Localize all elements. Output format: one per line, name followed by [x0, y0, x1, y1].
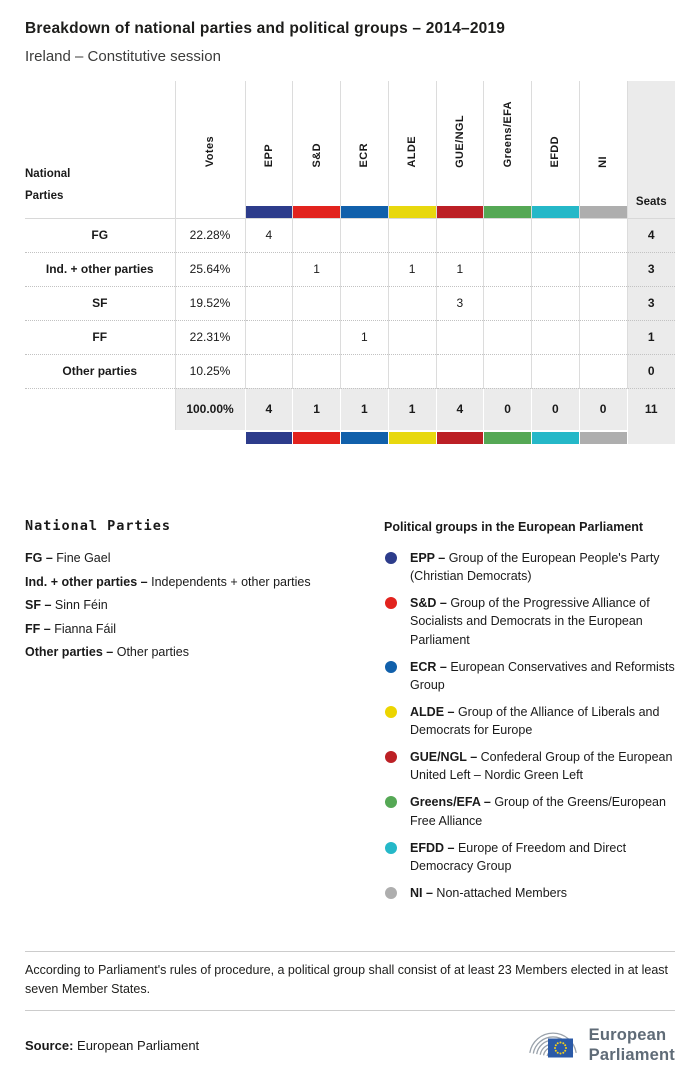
group-seats-cell — [388, 354, 436, 388]
epp-color-dot-icon — [385, 552, 397, 564]
seats-column-header: Seats — [627, 81, 675, 218]
party-name-cell: SF — [25, 286, 175, 320]
group-seats-cell — [579, 286, 627, 320]
group-seats-cell — [484, 354, 532, 388]
group-seats-cell — [341, 354, 389, 388]
group-column-header-guengl: GUE/NGL — [436, 81, 484, 218]
group-seats-cell — [341, 286, 389, 320]
group-seats-cell — [484, 218, 532, 252]
group-color-bar — [580, 432, 627, 444]
group-seats-cell — [484, 286, 532, 320]
total-group-cell: 4 — [245, 388, 293, 430]
group-definition: S&D – Group of the Progressive Alliance of Socialists and Democrats in the European Parliament — [384, 594, 675, 648]
ep-logo-wordmark: European Parliament — [588, 1026, 675, 1064]
group-seats-cell — [579, 320, 627, 354]
group-color-bar — [389, 206, 436, 218]
group-seats-cell — [388, 320, 436, 354]
table-row-ind — [25, 252, 675, 286]
group-column-header-ni: NI — [579, 81, 627, 218]
sd-color-dot-icon — [385, 597, 397, 609]
group-seats-cell — [484, 320, 532, 354]
group-color-bar-cell — [245, 430, 293, 444]
group-seats-cell — [245, 252, 293, 286]
table-header-row — [25, 81, 675, 218]
bar-spacer — [175, 430, 245, 444]
group-color-bar — [293, 206, 340, 218]
group-seats-cell: 1 — [388, 252, 436, 286]
seats-breakdown-table — [25, 81, 675, 444]
political-groups-legend-heading: Political groups in the European Parliament — [384, 520, 644, 534]
party-definition: SF – Sinn Féin — [25, 598, 108, 612]
group-definition: Greens/EFA – Group of the Greens/European Free Alliance — [384, 793, 675, 829]
total-group-cell: 0 — [579, 388, 627, 430]
group-color-bar-cell — [341, 430, 389, 444]
total-blank-cell — [25, 388, 175, 430]
table-row-sf — [25, 286, 675, 320]
group-color-bar-cell — [484, 430, 532, 444]
group-seats-cell — [579, 354, 627, 388]
group-seats-cell — [388, 218, 436, 252]
party-name-cell: FG — [25, 218, 175, 252]
party-definition: Ind. + other parties – Independents + other parties — [25, 574, 311, 589]
votes-column-header: Votes — [175, 81, 245, 218]
group-seats-cell — [532, 320, 580, 354]
total-seats-sum-cell: 11 — [627, 388, 675, 430]
group-color-bar — [246, 432, 293, 444]
group-color-bar — [484, 206, 531, 218]
corner-header — [25, 81, 175, 218]
votes-cell: 19.52% — [175, 286, 245, 320]
source-line: Source: European Parliament — [25, 1038, 200, 1054]
group-color-bar-cell — [579, 430, 627, 444]
votes-cell: 25.64% — [175, 252, 245, 286]
group-column-header-efdd: EFDD — [532, 81, 580, 218]
divider — [25, 1010, 675, 1011]
group-seats-cell — [484, 252, 532, 286]
group-seats-cell — [436, 320, 484, 354]
national-parties-legend — [25, 518, 384, 911]
national-parties-header: National Parties — [25, 167, 71, 202]
total-group-cell: 1 — [388, 388, 436, 430]
group-seats-cell — [293, 354, 341, 388]
party-name-cell: Other parties — [25, 354, 175, 388]
group-column-header-epp: EPP — [245, 81, 293, 218]
party-name-cell: FF — [25, 320, 175, 354]
group-seats-cell — [388, 286, 436, 320]
votes-cell: 22.31% — [175, 320, 245, 354]
efdd-color-dot-icon — [385, 842, 397, 854]
seats-column-footer — [627, 430, 675, 444]
group-seats-cell — [579, 218, 627, 252]
group-seats-cell — [436, 354, 484, 388]
group-column-header-ecr: ECR — [341, 81, 389, 218]
group-seats-cell — [341, 218, 389, 252]
bar-spacer — [25, 430, 175, 444]
footnote-text: According to Parliament's rules of procedure, a political group shall consist of at least 23 Members elected in at least seven Member States. — [25, 963, 668, 997]
party-definition: FF – Fianna Fáil — [25, 621, 117, 636]
source-row — [25, 1023, 675, 1069]
group-definition: EFDD – Europe of Freedom and Direct Democracy Group — [384, 839, 675, 875]
group-color-bar-cell — [388, 430, 436, 444]
group-color-bar — [532, 432, 579, 444]
group-seats-cell: 3 — [436, 286, 484, 320]
group-seats-cell — [436, 218, 484, 252]
group-color-bar-cell — [532, 430, 580, 444]
group-color-bar — [389, 432, 436, 444]
eu-flag-icon — [548, 1038, 573, 1057]
group-seats-cell: 1 — [293, 252, 341, 286]
group-color-bar — [246, 206, 293, 218]
page-title: Breakdown of national parties and political groups – 2014–2019 — [25, 20, 506, 37]
total-seats-cell: 0 — [627, 354, 675, 388]
group-seats-cell — [579, 252, 627, 286]
group-color-bar — [437, 206, 484, 218]
political-groups-legend — [384, 518, 675, 911]
table-row-fg — [25, 218, 675, 252]
group-column-header-alde: ALDE — [388, 81, 436, 218]
party-name-cell: Ind. + other parties — [25, 252, 175, 286]
group-definition: EPP – Group of the European People's Party (Christian Democrats) — [384, 549, 675, 585]
greensefa-color-dot-icon — [385, 796, 397, 808]
group-definition: ALDE – Group of the Alliance of Liberals and Democrats for Europe — [384, 703, 675, 739]
total-votes-cell: 100.00% — [175, 388, 245, 430]
group-seats-cell: 1 — [341, 320, 389, 354]
total-group-cell: 4 — [436, 388, 484, 430]
group-definition: ECR – European Conservatives and Reformists Group — [384, 658, 675, 694]
group-seats-cell — [293, 218, 341, 252]
group-color-bar — [341, 432, 388, 444]
group-seats-cell: 1 — [436, 252, 484, 286]
total-seats-cell: 4 — [627, 218, 675, 252]
table-row-other — [25, 354, 675, 388]
group-seats-cell — [341, 252, 389, 286]
group-seats-cell — [245, 320, 293, 354]
ep-hemicycle-icon — [527, 1023, 581, 1069]
page-subtitle: Ireland – Constitutive session — [25, 48, 221, 65]
group-seats-cell — [532, 252, 580, 286]
group-seats-cell — [532, 286, 580, 320]
group-definition: NI – Non-attached Members — [384, 884, 675, 902]
group-color-bar — [580, 206, 627, 218]
table-bottom-color-bars — [25, 430, 675, 444]
guengl-color-dot-icon — [385, 751, 397, 763]
total-seats-cell: 3 — [627, 286, 675, 320]
group-color-bar — [484, 432, 531, 444]
group-definition: GUE/NGL – Confederal Group of the European United Left – Nordic Green Left — [384, 748, 675, 784]
group-seats-cell — [245, 354, 293, 388]
total-group-cell: 0 — [532, 388, 580, 430]
group-color-bar-cell — [293, 430, 341, 444]
divider — [25, 951, 675, 952]
group-color-bar — [437, 432, 484, 444]
total-group-cell: 0 — [484, 388, 532, 430]
group-seats-cell: 4 — [245, 218, 293, 252]
votes-cell: 22.28% — [175, 218, 245, 252]
total-seats-cell: 3 — [627, 252, 675, 286]
group-seats-cell — [293, 286, 341, 320]
votes-cell: 10.25% — [175, 354, 245, 388]
legend-section — [25, 518, 675, 911]
ni-color-dot-icon — [385, 887, 397, 899]
european-parliament-logo — [527, 1023, 675, 1069]
national-parties-legend-heading: National Parties — [25, 518, 172, 534]
group-seats-cell — [532, 218, 580, 252]
group-color-bar — [341, 206, 388, 218]
group-seats-cell — [293, 320, 341, 354]
party-definition: FG – Fine Gael — [25, 551, 111, 565]
group-color-bar-cell — [436, 430, 484, 444]
alde-color-dot-icon — [385, 706, 397, 718]
table-total-row — [25, 388, 675, 430]
table-row-ff — [25, 320, 675, 354]
party-definition: Other parties – Other parties — [25, 645, 189, 659]
ecr-color-dot-icon — [385, 661, 397, 673]
group-column-header-greensefa: Greens/EFA — [484, 81, 532, 218]
total-group-cell: 1 — [293, 388, 341, 430]
total-group-cell: 1 — [341, 388, 389, 430]
group-column-header-sd: S&D — [293, 81, 341, 218]
total-seats-cell: 1 — [627, 320, 675, 354]
group-seats-cell — [532, 354, 580, 388]
group-color-bar — [293, 432, 340, 444]
group-seats-cell — [245, 286, 293, 320]
group-color-bar — [532, 206, 579, 218]
